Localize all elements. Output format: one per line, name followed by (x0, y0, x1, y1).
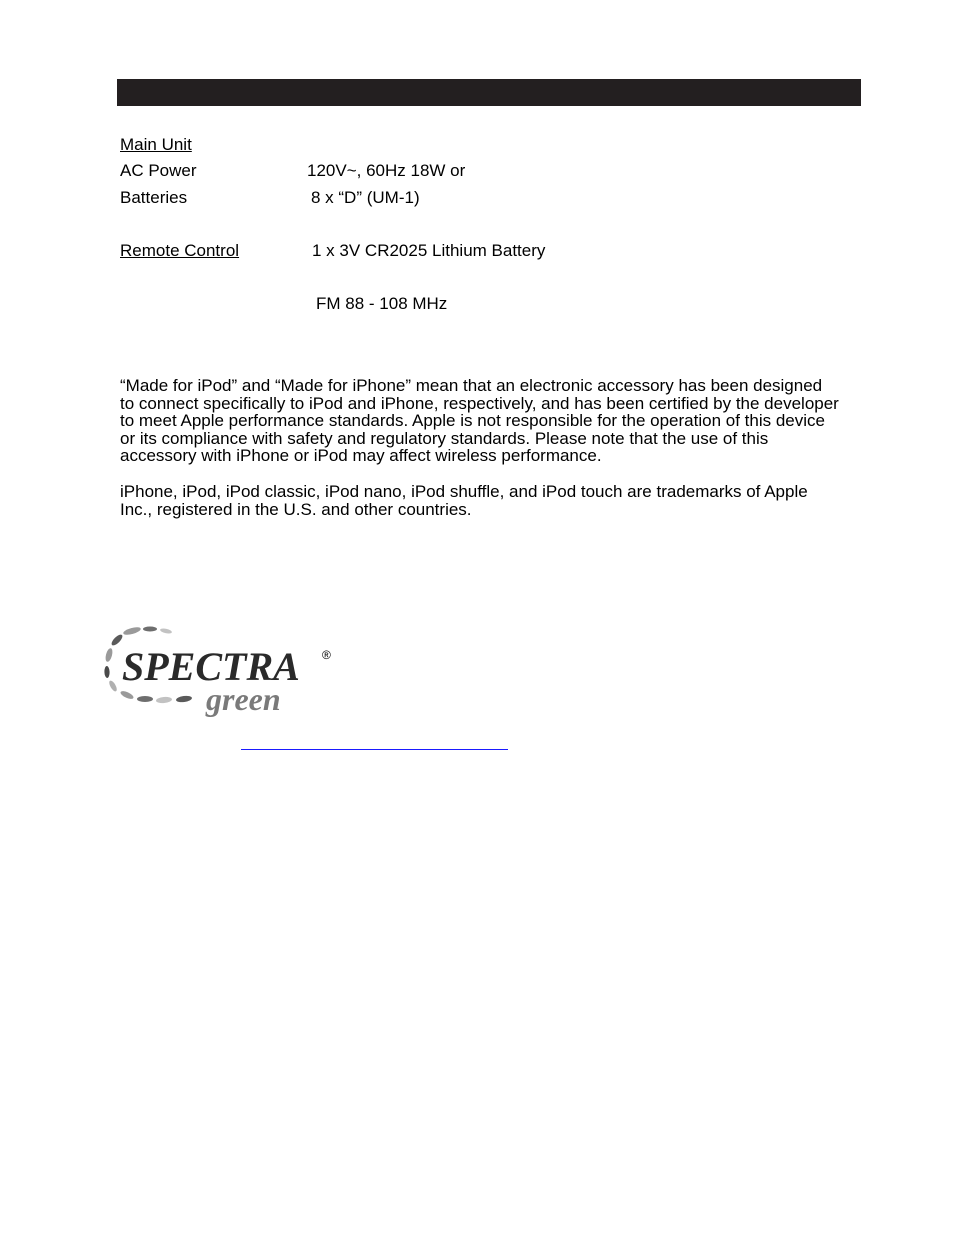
batteries-label: Batteries (120, 188, 188, 207)
logo-sub-text: green (206, 681, 281, 717)
fm-range-value: FM 88 - 108 MHz (316, 294, 448, 313)
link-underline[interactable] (241, 749, 508, 750)
remote-control-heading: Remote Control (120, 241, 240, 260)
ac-power-label: AC Power (120, 161, 197, 180)
header-bar (117, 79, 861, 106)
logo-brand-text: SPECTRA (122, 644, 300, 689)
trademark-notice: iPhone, iPod, iPod classic, iPod nano, iPod shuffle, and iPod touch are trademarks of Apple Inc., registered in the U.S. and other countries. (120, 482, 808, 519)
remote-control-value: 1 x 3V CR2025 Lithium Battery (312, 241, 546, 260)
batteries-value: 8 x “D” (UM-1) (311, 188, 420, 207)
registered-mark: ® (322, 648, 331, 662)
ac-power-value: 120V~, 60Hz 18W or (307, 161, 466, 180)
made-for-ipod-notice: “Made for iPod” and “Made for iPhone” mean that an electronic accessory has been designed to connect specifically to iPod and iPhone, respectively, and has been certified by the developer to meet Apple performance standards. Apple is not responsible for the operation of this device or its compliance with safety and regulatory standards. Please note that the use of this accessory with iPhone or iPod may affect wireless performance. (120, 376, 839, 466)
spectra-green-logo (100, 622, 340, 727)
main-unit-heading: Main Unit (120, 135, 192, 154)
